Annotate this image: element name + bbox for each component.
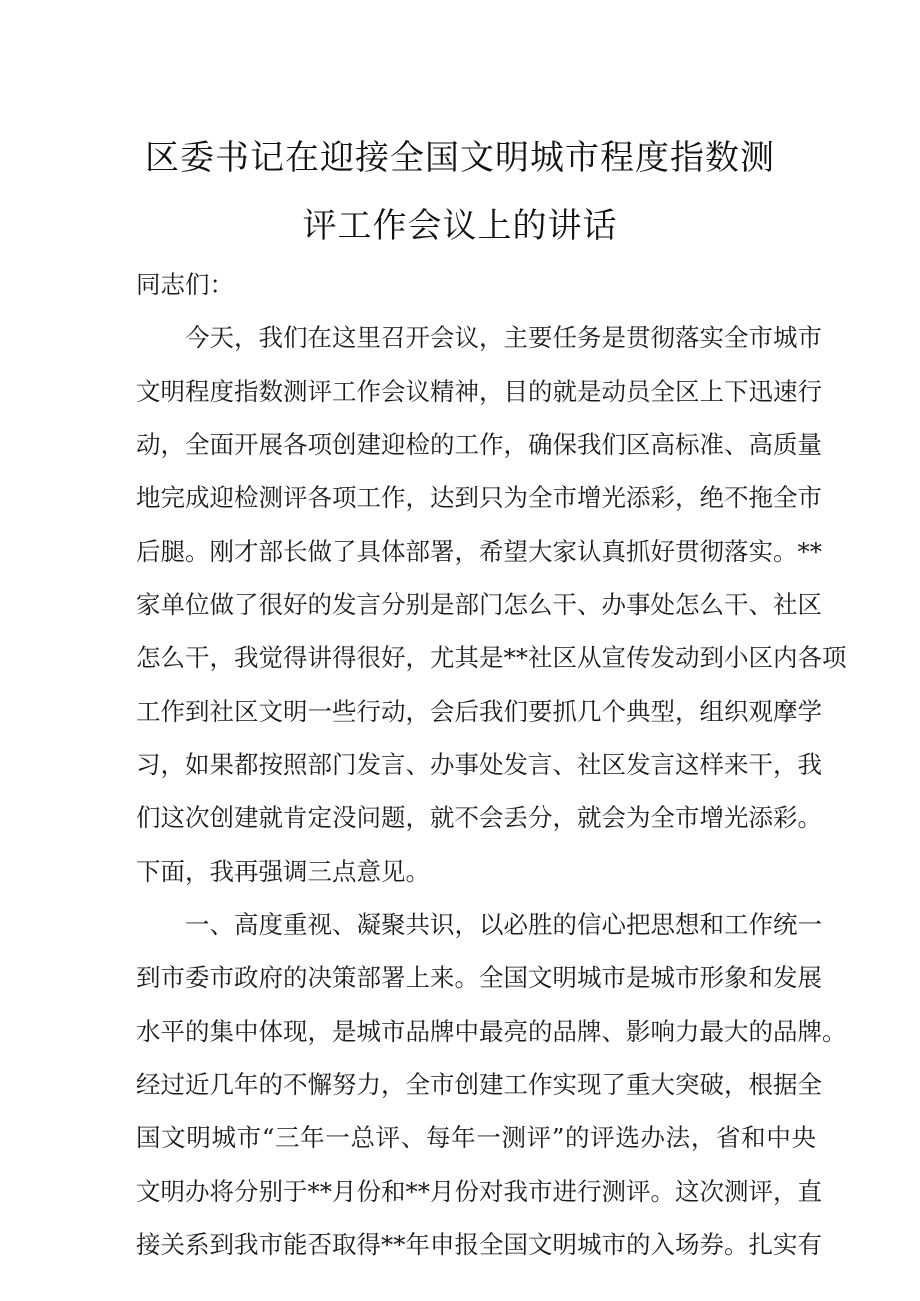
paragraph-line: 工作到社区文明一些行动，会后我们要抓几个典型，组织观摩学 [136, 697, 822, 726]
document-title-line-2: 评工作会议上的讲话 [302, 206, 618, 246]
paragraph-line: 接关系到我市能否取得**年申报全国文明城市的入场券。扎实有 [136, 1230, 822, 1259]
paragraph-line: 下面，我再强调三点意见。 [136, 857, 430, 886]
paragraph-line: 一、高度重视、凝聚共识，以必胜的信心把思想和工作统一 [185, 910, 822, 939]
paragraph-line: 经过近几年的不懈努力，全市创建工作实现了重大突破，根据全 [136, 1070, 822, 1099]
paragraph-line: 今天，我们在这里召开会议，主要任务是贯彻落实全市城市 [185, 323, 822, 352]
paragraph-line: 文明办将分别于**月份和**月份对我市进行测评。这次测评，直 [136, 1177, 822, 1206]
salutation: 同志们： [136, 270, 234, 299]
paragraph-line: 文明程度指数测评工作会议精神，目的就是动员全区上下迅速行 [136, 377, 822, 406]
paragraph-line: 们这次创建就肯定没问题，就不会丢分，就会为全市增光添彩。 [136, 803, 822, 832]
paragraph-line: 到市委市政府的决策部署上来。全国文明城市是城市形象和发展 [136, 963, 822, 992]
paragraph-line: 怎么干，我觉得讲得很好，尤其是**社区从宣传发动到小区内各项 [136, 643, 847, 672]
paragraph-line: 后腿。刚才部长做了具体部署，希望大家认真抓好贯彻落实。** [136, 537, 822, 566]
paragraph-line: 习，如果都按照部门发言、办事处发言、社区发言这样来干，我 [136, 750, 822, 779]
paragraph-line: 动，全面开展各项创建迎检的工作，确保我们区高标准、高质量 [136, 430, 822, 459]
document-title-line-1: 区委书记在迎接全国文明城市程度指数测 [145, 138, 775, 178]
paragraph-line: 国文明城市“三年一总评、每年一测评”的评选办法，省和中央 [136, 1123, 816, 1152]
paragraph-line: 水平的集中体现，是城市品牌中最亮的品牌、影响力最大的品牌。 [136, 1017, 847, 1046]
paragraph-line: 家单位做了很好的发言分别是部门怎么干、办事处怎么干、社区 [136, 590, 822, 619]
paragraph-line: 地完成迎检测评各项工作，达到只为全市增光添彩，绝不拖全市 [136, 483, 822, 512]
